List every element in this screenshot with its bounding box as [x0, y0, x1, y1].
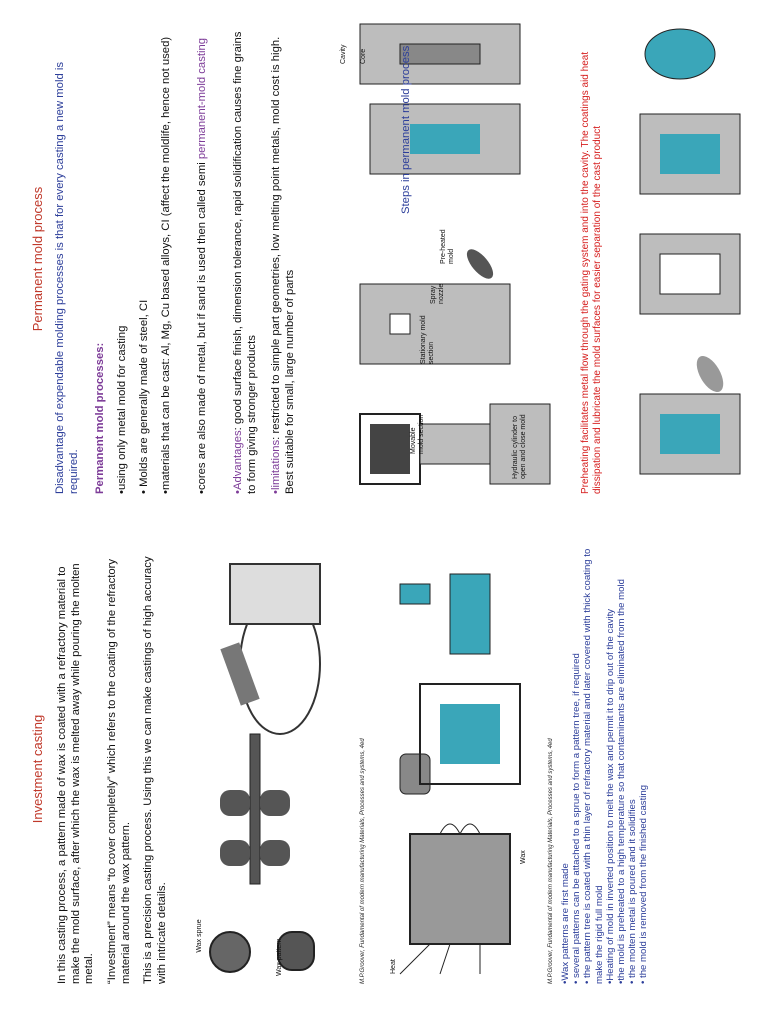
source-citation-1: M.P.Groover, Fundamental of modern manufacturing Materials, Processes and systems, 4ed [360, 738, 366, 984]
investment-para-1: In this casting process, a pattern made of wax is coated with a refractory material to make the mold surface, after which the wax is melted away while pouring the molten metal. [56, 563, 95, 984]
bullet-cores-text: •cores are also made of metal, but if sand is used then called semi [196, 159, 208, 494]
step-1: •Wax patterns are first made [560, 863, 571, 984]
step-5: •the mold is preheated to a high temperature so that contaminants are eliminated from the mold [616, 579, 628, 984]
permanent-title: Permanent mold process [30, 186, 45, 332]
label-preheated: Pre-heated mold [440, 229, 455, 264]
label-wax-pattern: Wax pattern [276, 938, 283, 976]
investment-figure-top [190, 554, 340, 984]
disadvantage-text: Disadvantage of expendable molding processes is that for every casting a new mold is required. [54, 61, 80, 494]
step-6: • the molten metal is poured and it solidifies [627, 799, 639, 984]
bullet-advantages [232, 24, 259, 494]
advantages-label: •Advantages [232, 430, 244, 494]
bullet-limitations [270, 24, 297, 494]
advantages-text: : good surface finish, dimension tolerance, rapid solidification causes fine grains to form giving stronger products [232, 31, 258, 494]
bullet-materials: •materials that can be cast: Al, Mg, Cu based alloys, CI (affect the moldlife, hence not used) [160, 36, 172, 494]
investment-title: Investment casting [30, 714, 45, 824]
bullet-cores [196, 24, 210, 494]
bullet-mold-material: • Molds are generally made of steel, CI [138, 299, 150, 494]
investment-para-3: This is a precision casting process. Using this we can make castings of high accuracy with intricate details. [142, 556, 168, 984]
label-hydraulic: Hydraulic cylinder to open and close mold [512, 414, 527, 479]
label-cavity: Cavity [340, 44, 347, 64]
label-heat: Heat [390, 959, 397, 974]
permanent-heading: Permanent mold processes: [94, 342, 106, 494]
investment-figure-bottom [380, 554, 540, 984]
step-2: • several patterns can be attached to a sprue to form a pattern tree, if required [571, 653, 583, 984]
steps-title: Steps in permanent mold process [400, 45, 412, 214]
preheating-note: Preheating facilitates metal flow through the gating system and into the cavity. The coatings aid heat dissipation and lubricate the mold surfaces for easier separation of the cast product [580, 51, 603, 494]
bullet-metal-mold: •using only metal mold for casting [116, 325, 128, 494]
label-spray: Spray nozzle [430, 283, 445, 304]
semi-permanent-link: permanent-mold casting [196, 37, 208, 160]
limitations-label: •limitations [270, 439, 282, 494]
step-4: •Heating of mold in inverted position to melt the wax and permit it to drip out of the cavity [604, 608, 616, 984]
limitations-text: : restricted to simple part geometries, low melting point metals, mold cost is high. Best suitable for small, large number of parts [270, 36, 296, 494]
label-movable: Movable mold section [410, 414, 425, 454]
source-citation-2: M.P.Groover, Fundamental of modern manufacturing Materials, Processes and systems, 4ed [548, 738, 554, 984]
label-wax-sprue: Wax sprue [196, 919, 203, 953]
permanent-mold-figure-bottom [620, 14, 760, 494]
label-core: Core [360, 48, 367, 64]
step-7: • the mold is removed from the finished casting [638, 784, 650, 984]
label-wax: Wax [520, 850, 527, 864]
investment-para-2: “Investment” means “to cover completely” which refers to the coating of the refractory material around the wax pattern. [106, 558, 132, 984]
step-3: • the pattern tree is coated with a thin layer of refractory material and later covered with thick coating to make the rigid full mold [582, 548, 605, 984]
label-stationary: Stationary mold section [420, 315, 435, 364]
investment-steps-list [560, 544, 650, 984]
